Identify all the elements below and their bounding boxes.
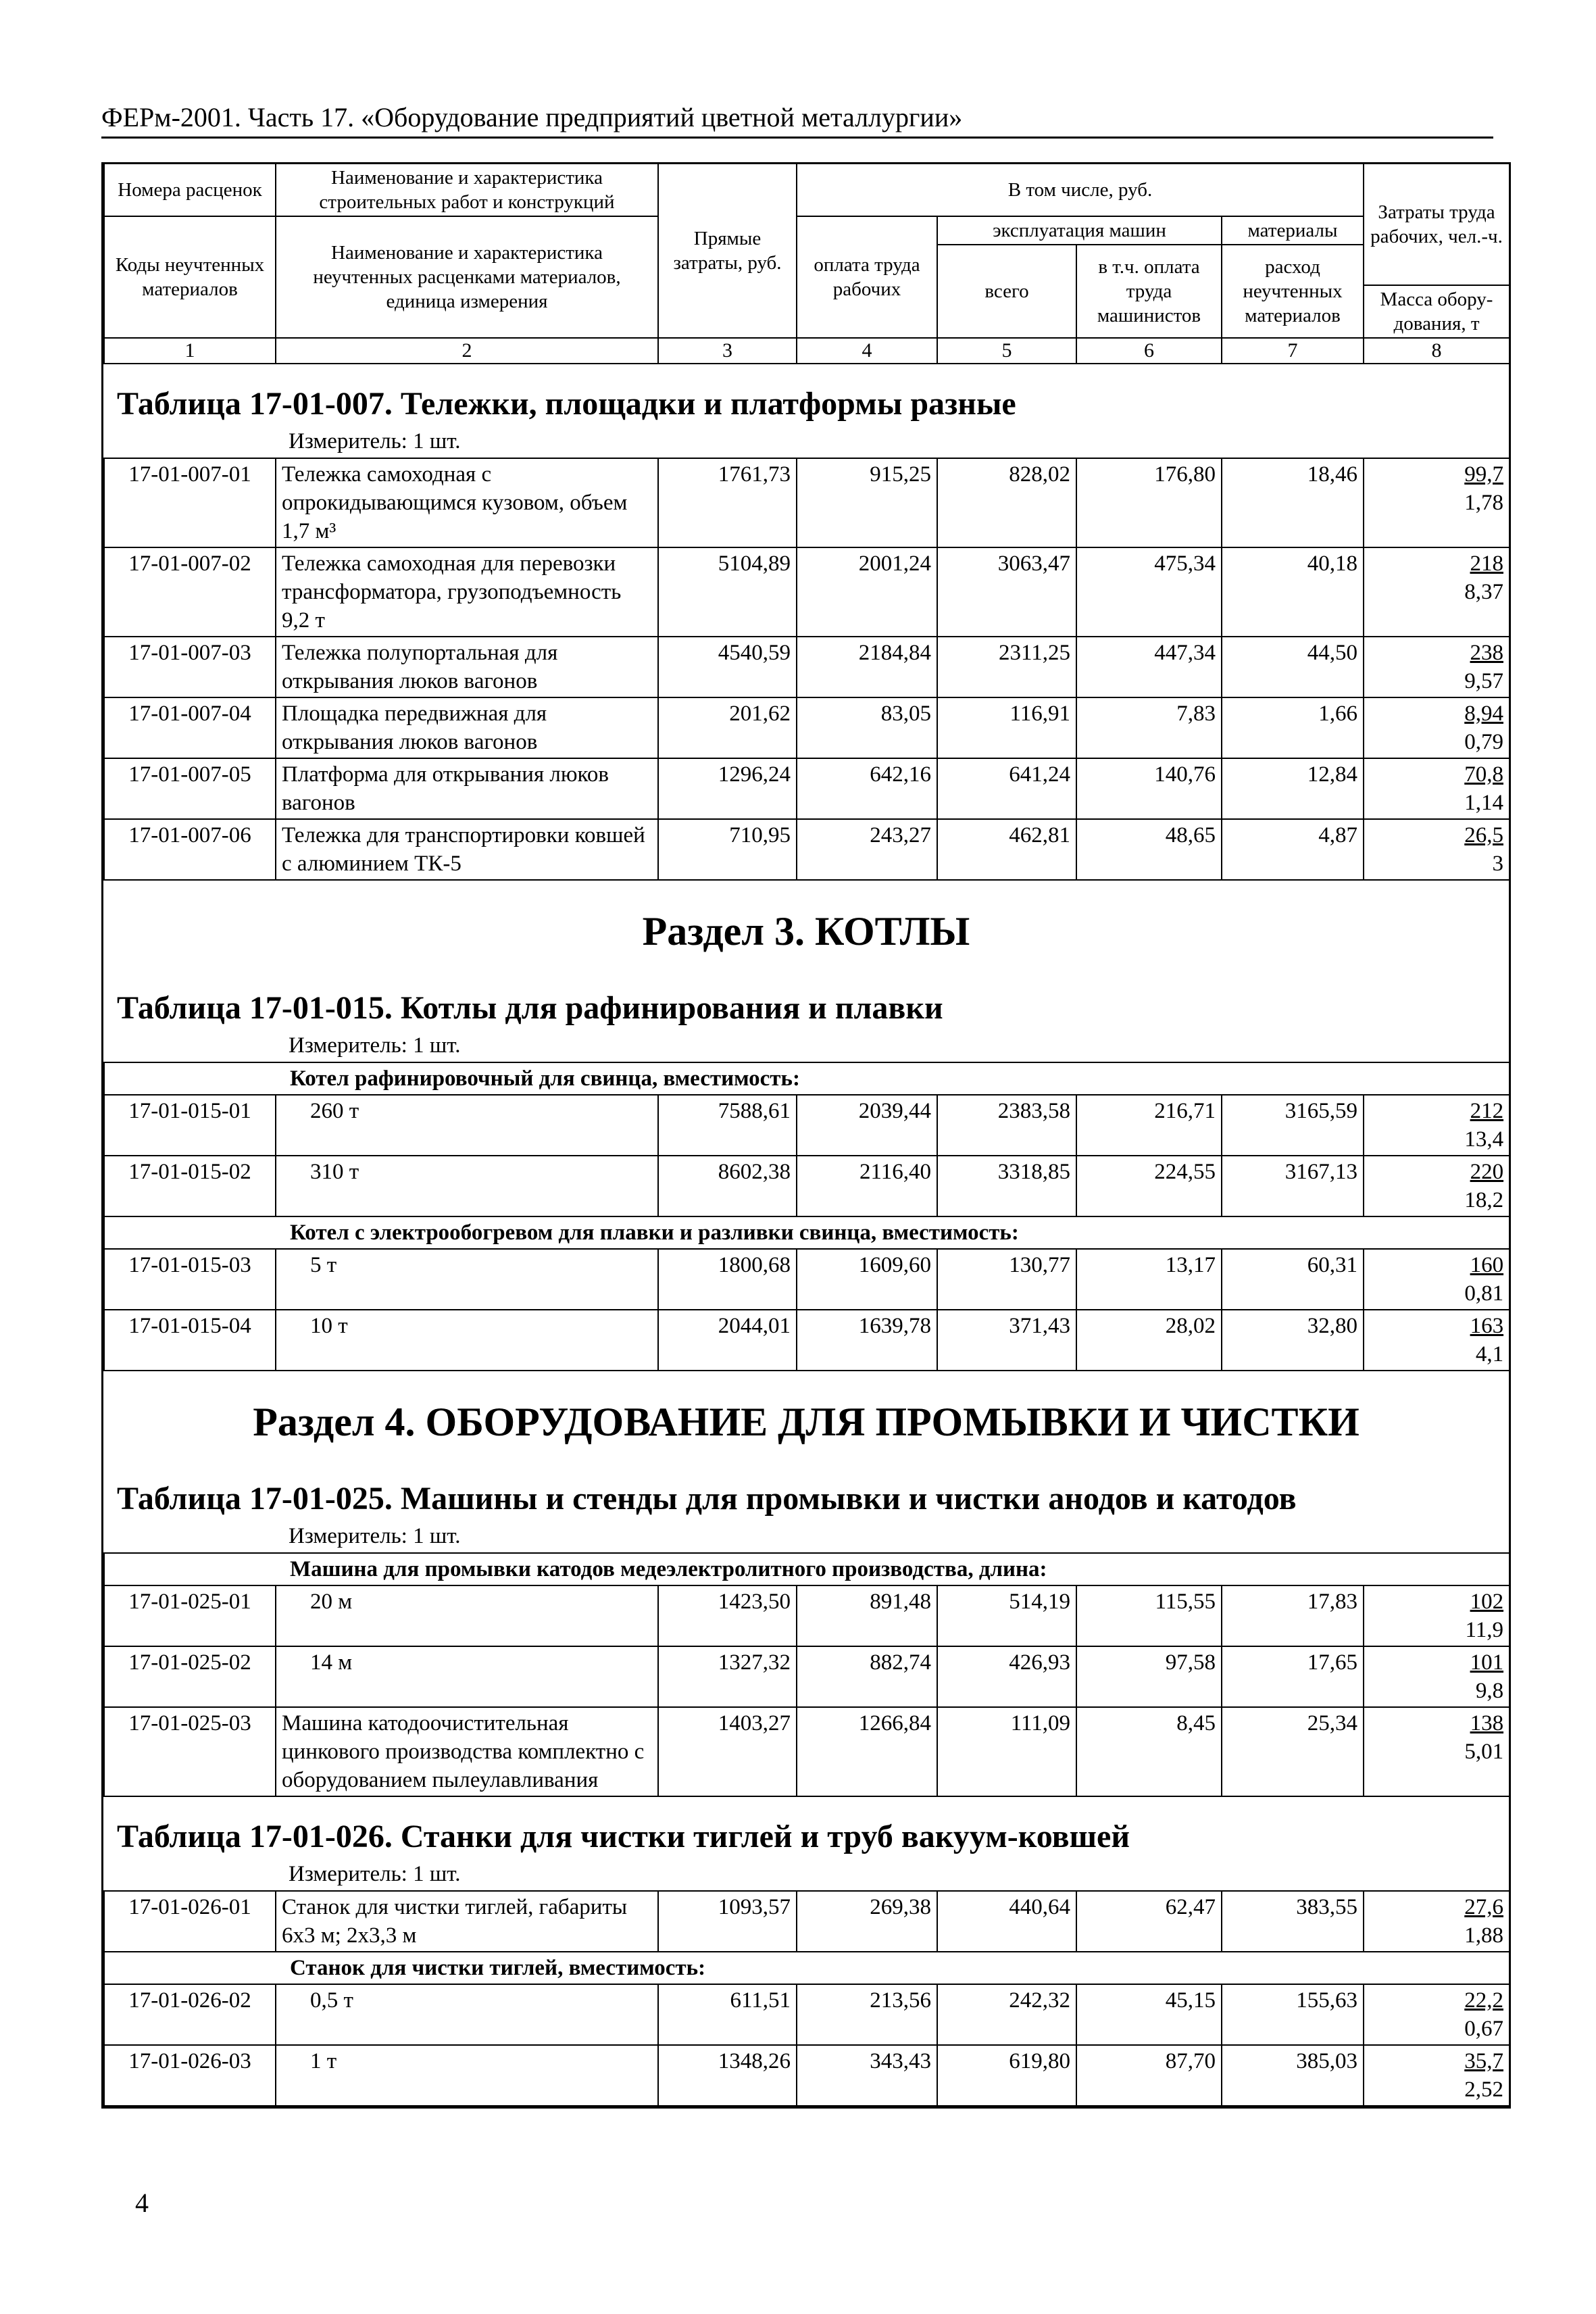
machines-drivers-pay: 140,76 [1076, 758, 1222, 819]
equipment-mass: 11,9 [1465, 1618, 1504, 1642]
work-name: 14 м [276, 1646, 658, 1707]
rate-code: 17-01-015-03 [104, 1249, 276, 1310]
labor-hours: 220 [1470, 1160, 1504, 1184]
equipment-mass: 8,37 [1464, 580, 1503, 604]
labor-pay: 213,56 [797, 1984, 937, 2045]
rate-code: 17-01-025-02 [104, 1646, 276, 1707]
col5-header: всего [937, 245, 1076, 338]
labor-hours: 212 [1470, 1099, 1504, 1123]
work-name: 1 т [276, 2045, 658, 2106]
labor-pay: 83,05 [797, 697, 937, 758]
group-row [104, 1216, 1510, 1249]
measure-unit: Измеритель: 1 шт. [289, 1524, 461, 1548]
direct-costs: 1348,26 [658, 2045, 797, 2106]
machines-total: 426,93 [937, 1646, 1076, 1707]
machines-total: 514,19 [937, 1585, 1076, 1646]
labor-hours: 218 [1470, 551, 1503, 576]
labor-hours: 160 [1470, 1253, 1504, 1277]
materials-cost: 40,18 [1222, 547, 1364, 637]
equipment-mass: 9,57 [1464, 669, 1503, 693]
equipment-mass: 13,4 [1464, 1127, 1504, 1152]
machines-drivers-pay: 475,34 [1076, 547, 1222, 637]
labor-and-mass [1364, 1585, 1510, 1646]
work-name: 5 т [276, 1249, 658, 1310]
labor-hours: 101 [1470, 1650, 1504, 1675]
document-frame [101, 162, 1511, 2109]
machines-drivers-pay: 87,70 [1076, 2045, 1222, 2106]
col3-header: Прямые затраты, руб. [658, 164, 797, 339]
materials-cost: 17,83 [1222, 1585, 1364, 1646]
work-name: Тележка для транспортировки ковшей с алюминием ТК-5 [276, 819, 658, 880]
rate-code: 17-01-007-02 [104, 547, 276, 637]
materials-cost: 383,55 [1222, 1891, 1364, 1952]
direct-costs: 7588,61 [658, 1095, 797, 1156]
machines-drivers-pay: 48,65 [1076, 819, 1222, 880]
col2-bottom-header: Наименование и характеристика неучтенных расценками материалов, единица измерения [276, 216, 658, 338]
equipment-mass: 0,81 [1464, 1281, 1504, 1306]
rate-code: 17-01-015-02 [104, 1156, 276, 1216]
labor-pay: 2116,40 [797, 1156, 937, 1216]
rate-code: 17-01-015-01 [104, 1095, 276, 1156]
rate-code: 17-01-015-04 [104, 1310, 276, 1371]
table-row [104, 458, 1510, 547]
labor-and-mass [1364, 1310, 1510, 1371]
column-number: 6 [1076, 338, 1222, 364]
work-name: Тележка самоходная для перевозки трансформатора, грузоподъемность 9,2 т [276, 547, 658, 637]
labor-and-mass [1364, 1646, 1510, 1707]
machines-drivers-pay: 224,55 [1076, 1156, 1222, 1216]
table-row [104, 1891, 1510, 1952]
materials-cost: 18,46 [1222, 458, 1364, 547]
table-title: Таблица 17-01-026. Станки для чистки тиглей и труб вакуум-ковшей [117, 1819, 1130, 1854]
labor-and-mass [1364, 758, 1510, 819]
col2-top-header: Наименование и характеристика строительных работ и конструкций [276, 164, 658, 217]
group-label: Станок для чистки тиглей, вместимость: [104, 1952, 1510, 1984]
labor-hours: 22,2 [1464, 1988, 1503, 2013]
equipment-mass: 1,88 [1464, 1923, 1503, 1948]
machines-total: 111,09 [937, 1707, 1076, 1796]
equipment-mass: 1,14 [1464, 791, 1503, 815]
machines-total: 3063,47 [937, 547, 1076, 637]
labor-pay: 343,43 [797, 2045, 937, 2106]
machines-drivers-pay: 8,45 [1076, 1707, 1222, 1796]
direct-costs: 1327,32 [658, 1646, 797, 1707]
labor-hours: 35,7 [1464, 2049, 1503, 2073]
column-number: 2 [276, 338, 658, 364]
table-row [104, 1585, 1510, 1646]
machines-total: 3318,85 [937, 1156, 1076, 1216]
column-number: 1 [104, 338, 276, 364]
materials-cost: 60,31 [1222, 1249, 1364, 1310]
rate-code: 17-01-025-01 [104, 1585, 276, 1646]
machines-drivers-pay: 216,71 [1076, 1095, 1222, 1156]
table-row [104, 1095, 1510, 1156]
labor-pay: 2039,44 [797, 1095, 937, 1156]
direct-costs: 611,51 [658, 1984, 797, 2045]
labor-and-mass [1364, 637, 1510, 697]
rate-code: 17-01-007-04 [104, 697, 276, 758]
table-row [104, 819, 1510, 880]
equipment-mass: 2,52 [1464, 2077, 1503, 2102]
machines-total: 130,77 [937, 1249, 1076, 1310]
machines-drivers-pay: 7,83 [1076, 697, 1222, 758]
direct-costs: 1296,24 [658, 758, 797, 819]
group-label: Машина для промывки катодов медеэлектролитного производства, длина: [104, 1553, 1510, 1585]
direct-costs: 201,62 [658, 697, 797, 758]
column-header-table [103, 162, 1510, 364]
machines-total: 462,81 [937, 819, 1076, 880]
labor-hours: 8,94 [1464, 701, 1503, 726]
col8-bottom-header: Масса обору-дования, т [1364, 285, 1510, 338]
labor-pay: 1266,84 [797, 1707, 937, 1796]
section-title: Раздел 3. КОТЛЫ [642, 909, 970, 954]
rate-code: 17-01-025-03 [104, 1707, 276, 1796]
group-header-machines: эксплуатация машин [937, 216, 1222, 245]
group-label: Котел с электрообогревом для плавки и разливки свинца, вместимость: [104, 1216, 1510, 1249]
direct-costs: 710,95 [658, 819, 797, 880]
group-row [104, 1062, 1510, 1095]
price-table [103, 1062, 1510, 1371]
column-number: 5 [937, 338, 1076, 364]
table-row [104, 1249, 1510, 1310]
column-number: 7 [1222, 338, 1364, 364]
col1-bottom-header: Коды неучтенных материалов [104, 216, 276, 338]
work-name: 260 т [276, 1095, 658, 1156]
measure-unit: Измеритель: 1 шт. [289, 429, 461, 453]
materials-cost: 25,34 [1222, 1707, 1364, 1796]
labor-pay: 891,48 [797, 1585, 937, 1646]
machines-drivers-pay: 447,34 [1076, 637, 1222, 697]
machines-total: 2311,25 [937, 637, 1076, 697]
labor-pay: 882,74 [797, 1646, 937, 1707]
labor-and-mass [1364, 458, 1510, 547]
group-label: Котел рафинировочный для свинца, вместимость: [104, 1062, 1510, 1095]
table-title: Таблица 17-01-007. Тележки, площадки и платформы разные [117, 386, 1016, 422]
labor-pay: 1639,78 [797, 1310, 937, 1371]
labor-and-mass [1364, 1707, 1510, 1796]
machines-total: 371,43 [937, 1310, 1076, 1371]
labor-and-mass [1364, 2045, 1510, 2106]
labor-and-mass [1364, 819, 1510, 880]
measure-unit: Измеритель: 1 шт. [289, 1862, 461, 1886]
labor-pay: 915,25 [797, 458, 937, 547]
table-title: Таблица 17-01-025. Машины и стенды для промывки и чистки анодов и катодов [117, 1481, 1297, 1517]
direct-costs: 5104,89 [658, 547, 797, 637]
equipment-mass: 3 [1492, 852, 1503, 876]
equipment-mass: 1,78 [1464, 491, 1503, 515]
equipment-mass: 18,2 [1464, 1188, 1504, 1212]
group-row [104, 1952, 1510, 1984]
price-table [103, 1552, 1510, 1797]
table-row [104, 547, 1510, 637]
machines-total: 2383,58 [937, 1095, 1076, 1156]
labor-hours: 99,7 [1464, 462, 1503, 487]
table-row [104, 637, 1510, 697]
table-row [104, 1707, 1510, 1796]
price-table [103, 1890, 1510, 2107]
labor-hours: 238 [1470, 641, 1503, 665]
materials-cost: 3167,13 [1222, 1156, 1364, 1216]
machines-total: 116,91 [937, 697, 1076, 758]
machines-drivers-pay: 62,47 [1076, 1891, 1222, 1952]
work-name: 10 т [276, 1310, 658, 1371]
running-header: ФЕРм-2001. Часть 17. «Оборудование предприятий цветной металлургии» [101, 101, 1493, 139]
direct-costs: 1423,50 [658, 1585, 797, 1646]
col6-header: в т.ч. оплата труда машинистов [1076, 245, 1222, 338]
group-header-materials: материалы [1222, 216, 1364, 245]
materials-cost: 3165,59 [1222, 1095, 1364, 1156]
labor-hours: 70,8 [1464, 762, 1503, 787]
machines-total: 242,32 [937, 1984, 1076, 2045]
labor-pay: 269,38 [797, 1891, 937, 1952]
rate-code: 17-01-007-06 [104, 819, 276, 880]
rate-code: 17-01-026-02 [104, 1984, 276, 2045]
price-table [103, 458, 1510, 881]
rate-code: 17-01-007-05 [104, 758, 276, 819]
direct-costs: 1093,57 [658, 1891, 797, 1952]
labor-pay: 243,27 [797, 819, 937, 880]
equipment-mass: 0,67 [1464, 2017, 1503, 2041]
labor-pay: 2001,24 [797, 547, 937, 637]
column-number: 3 [658, 338, 797, 364]
col1-top-header: Номера расценок [104, 164, 276, 217]
labor-hours: 138 [1470, 1711, 1504, 1736]
rate-code: 17-01-026-03 [104, 2045, 276, 2106]
group-row [104, 1553, 1510, 1585]
equipment-mass: 4,1 [1475, 1342, 1504, 1367]
direct-costs: 1800,68 [658, 1249, 797, 1310]
col8-top-header: Затраты труда рабочих, чел.-ч. [1364, 164, 1510, 286]
direct-costs: 1761,73 [658, 458, 797, 547]
machines-total: 828,02 [937, 458, 1076, 547]
materials-cost: 385,03 [1222, 2045, 1364, 2106]
direct-costs: 8602,38 [658, 1156, 797, 1216]
labor-hours: 26,5 [1464, 823, 1503, 847]
labor-pay: 642,16 [797, 758, 937, 819]
materials-cost: 17,65 [1222, 1646, 1364, 1707]
machines-total: 619,80 [937, 2045, 1076, 2106]
labor-hours: 27,6 [1464, 1895, 1503, 1919]
col7-header: расход неучтенных материалов [1222, 245, 1364, 338]
table-row [104, 697, 1510, 758]
table-row [104, 758, 1510, 819]
page-number: 4 [135, 2188, 149, 2218]
section-title: Раздел 4. ОБОРУДОВАНИЕ ДЛЯ ПРОМЫВКИ И ЧИСТКИ [253, 1400, 1360, 1444]
work-name: Машина катодоочистительная цинкового производства комплектно с оборудованием пылеулавливания [276, 1707, 658, 1796]
work-name: 310 т [276, 1156, 658, 1216]
table-row [104, 2045, 1510, 2106]
materials-cost: 12,84 [1222, 758, 1364, 819]
rate-code: 17-01-007-03 [104, 637, 276, 697]
materials-cost: 155,63 [1222, 1984, 1364, 2045]
machines-drivers-pay: 97,58 [1076, 1646, 1222, 1707]
materials-cost: 1,66 [1222, 697, 1364, 758]
labor-and-mass [1364, 1249, 1510, 1310]
col4-header: оплата труда рабочих [797, 216, 937, 338]
direct-costs: 1403,27 [658, 1707, 797, 1796]
work-name: 20 м [276, 1585, 658, 1646]
equipment-mass: 5,01 [1464, 1740, 1504, 1764]
table-title: Таблица 17-01-015. Котлы для рафинирования и плавки [117, 990, 943, 1026]
labor-and-mass [1364, 1984, 1510, 2045]
work-name: Площадка передвижная для открывания люков вагонов [276, 697, 658, 758]
measure-unit: Измеритель: 1 шт. [289, 1033, 461, 1058]
table-row [104, 1984, 1510, 2045]
machines-drivers-pay: 45,15 [1076, 1984, 1222, 2045]
labor-pay: 1609,60 [797, 1249, 937, 1310]
group-header-incl: В том числе, руб. [797, 164, 1364, 217]
table-row [104, 1310, 1510, 1371]
direct-costs: 4540,59 [658, 637, 797, 697]
labor-and-mass [1364, 697, 1510, 758]
rate-code: 17-01-007-01 [104, 458, 276, 547]
machines-total: 641,24 [937, 758, 1076, 819]
machines-drivers-pay: 13,17 [1076, 1249, 1222, 1310]
labor-hours: 163 [1470, 1314, 1504, 1338]
labor-and-mass [1364, 1095, 1510, 1156]
table-row [104, 1156, 1510, 1216]
direct-costs: 2044,01 [658, 1310, 797, 1371]
materials-cost: 44,50 [1222, 637, 1364, 697]
labor-and-mass [1364, 1156, 1510, 1216]
work-name: Тележка самоходная с опрокидывающимся кузовом, объем 1,7 м³ [276, 458, 658, 547]
materials-cost: 32,80 [1222, 1310, 1364, 1371]
work-name: Тележка полупортальная для открывания люков вагонов [276, 637, 658, 697]
machines-drivers-pay: 28,02 [1076, 1310, 1222, 1371]
work-name: Платформа для открывания люков вагонов [276, 758, 658, 819]
work-name: 0,5 т [276, 1984, 658, 2045]
labor-and-mass [1364, 547, 1510, 637]
machines-drivers-pay: 176,80 [1076, 458, 1222, 547]
labor-pay: 2184,84 [797, 637, 937, 697]
machines-drivers-pay: 115,55 [1076, 1585, 1222, 1646]
price-tables [103, 364, 1509, 2107]
equipment-mass: 9,8 [1475, 1679, 1504, 1703]
labor-and-mass [1364, 1891, 1510, 1952]
work-name: Станок для чистки тиглей, габариты 6х3 м; 2х3,3 м [276, 1891, 658, 1952]
column-number: 8 [1364, 338, 1510, 364]
rate-code: 17-01-026-01 [104, 1891, 276, 1952]
labor-hours: 102 [1470, 1590, 1504, 1614]
machines-total: 440,64 [937, 1891, 1076, 1952]
materials-cost: 4,87 [1222, 819, 1364, 880]
equipment-mass: 0,79 [1464, 730, 1503, 754]
table-row [104, 1646, 1510, 1707]
column-number: 4 [797, 338, 937, 364]
